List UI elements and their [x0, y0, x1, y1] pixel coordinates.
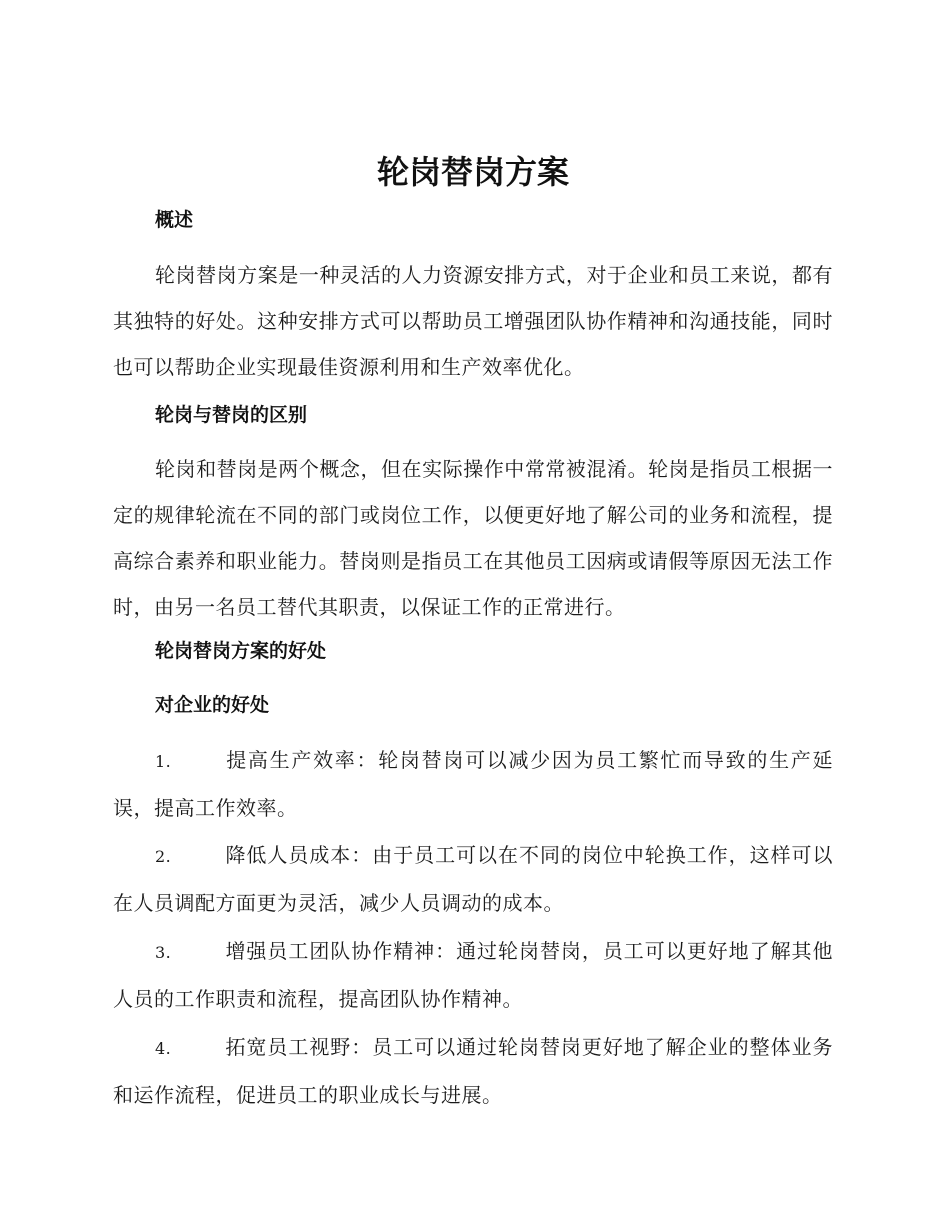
list-item-text: 增强员工团队协作精神：通过轮岗替岗，员工可以更好地了解其他人员的工作职责和流程，提高团队协作精神。 — [113, 939, 833, 1011]
list-item-text: 提高生产效率：轮岗替岗可以减少因为员工繁忙而导致的生产延误，提高工作效率。 — [113, 748, 833, 820]
section-heading-overview: 概述 — [155, 209, 194, 231]
paragraph-overview: 轮岗替岗方案是一种灵活的人力资源安排方式，对于企业和员工来说，都有其独特的好处。这种安排方式可以帮助员工增强团队协作精神和沟通技能，同时也可以帮助企业实现最佳资源利用和生产效率优化。 — [113, 263, 833, 379]
list-number: 1. — [155, 752, 172, 771]
list-item-text: 降低人员成本：由于员工可以在不同的岗位中轮换工作，这样可以在人员调配方面更为灵活，减少人员调动的成本。 — [113, 843, 833, 915]
list-item-4 — [113, 1024, 833, 1118]
list-item-2 — [113, 832, 833, 926]
list-number: 2. — [155, 847, 172, 866]
document-title: 轮岗替岗方案 — [376, 153, 569, 191]
document-page — [113, 0, 833, 1230]
section-heading-enterprise-benefits: 对企业的好处 — [155, 694, 270, 716]
list-number: 4. — [155, 1039, 172, 1058]
list-item-text: 拓宽员工视野：员工可以通过轮岗替岗更好地了解企业的整体业务和运作流程，促进员工的职业成长与进展。 — [113, 1035, 833, 1107]
list-item-3 — [113, 928, 833, 1022]
paragraph-difference: 轮岗和替岗是两个概念，但在实际操作中常常被混淆。轮岗是指员工根据一定的规律轮流在不同的部门或岗位工作，以便更好地了解公司的业务和流程，提高综合素养和职业能力。替岗则是指员工在其他员工因病或请假等原因无法工作时，由另一名员工替代其职责，以保证工作的正常进行。 — [113, 457, 833, 619]
list-number: 3. — [155, 943, 172, 962]
section-heading-benefits: 轮岗替岗方案的好处 — [155, 640, 327, 662]
section-heading-difference: 轮岗与替岗的区别 — [155, 404, 308, 426]
list-item-1 — [113, 737, 833, 831]
